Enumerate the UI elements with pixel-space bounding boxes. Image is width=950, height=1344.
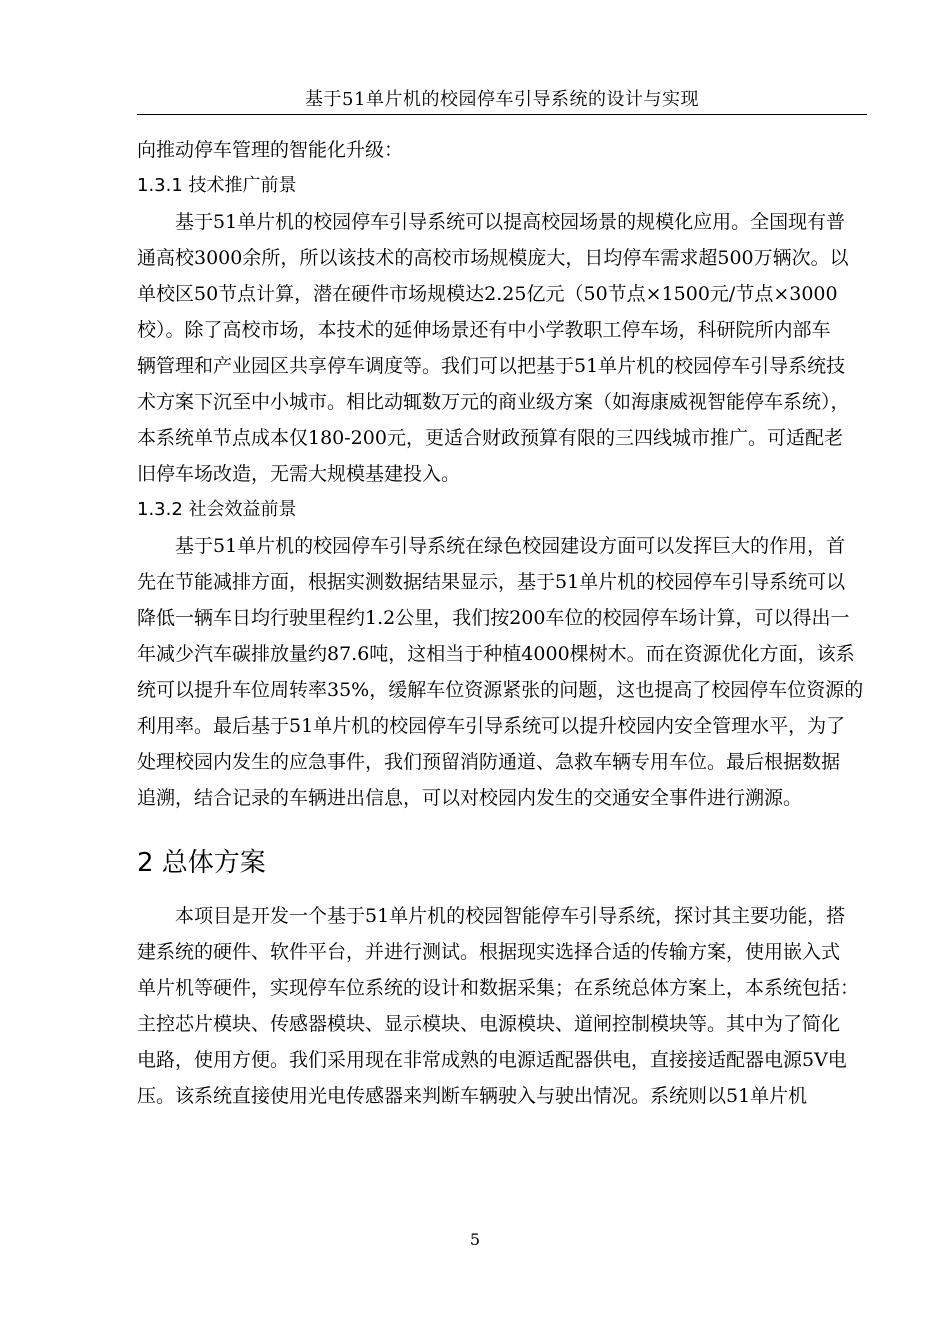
paragraph-line: 主控芯片模块、传感器模块、显示模块、电源模块、道闸控制模块等。其中为了简化: [137, 1013, 841, 1035]
page-number: 5: [469, 1230, 481, 1249]
paragraph-line: 术方案下沉至中小城市。相比动辄数万元的商业级方案（如海康威视智能停车系统），: [137, 391, 850, 413]
paragraph-tech-promotion: [137, 204, 867, 492]
paragraph-line: 先在节能减排方面，根据实测数据结果显示，基于51单片机的校园停车引导系统可以: [137, 571, 846, 593]
paragraph-line: 校）。除了高校市场，本技术的延伸场景还有中小学教职工停车场，科研院所内部车: [137, 319, 831, 341]
paragraph-line: 处理校园内发生的应急事件，我们预留消防通道、急救车辆专用车位。最后根据数据: [137, 751, 841, 773]
section-heading-1-3-1: 1.3.1 技术推广前景: [137, 175, 297, 196]
paragraph-line: 单片机等硬件，实现停车位系统的设计和数据采集；在系统总体方案上，本系统包括：: [137, 977, 860, 999]
paragraph-line: 利用率。最后基于51单片机的校园停车引导系统可以提升校园内安全管理水平，为了: [137, 715, 846, 737]
paragraph-line: 基于51单片机的校园停车引导系统可以提高校园场景的规模化应用。全国现有普: [175, 211, 846, 233]
intro-line: 向推动停车管理的智能化升级：: [137, 139, 404, 161]
paragraph-line: 本系统单节点成本仅180-200元，更适合财政预算有限的三四线城市推广。可适配老: [137, 427, 843, 449]
paragraph-line: 电路，使用方便。我们采用现在非常成熟的电源适配器供电，直接接适配器电源5V电: [137, 1049, 847, 1071]
paragraph-line: 通高校3000余所，所以该技术的高校市场规模庞大，日均停车需求超500万辆次。以: [137, 247, 849, 269]
paragraph-line: 降低一辆车日均行驶里程约1.2公里，我们按200车位的校园停车场计算，可以得出一: [137, 607, 850, 629]
running-header: 基于51单片机的校园停车引导系统的设计与实现: [305, 89, 699, 110]
paragraph-line: 辆管理和产业园区共享停车调度等。我们可以把基于51单片机的校园停车引导系统技: [137, 355, 846, 377]
paragraph-overall-plan: [137, 898, 867, 1114]
paragraph-line: 压。该系统直接使用光电传感器来判断车辆驶入与驶出情况。系统则以51单片机: [137, 1085, 808, 1107]
paragraph-social-benefit: [137, 528, 867, 816]
paragraph-line: 本项目是开发一个基于51单片机的校园智能停车引导系统，探讨其主要功能，搭: [175, 905, 846, 927]
paragraph-line: 旧停车场改造，无需大规模基建投入。: [137, 463, 461, 485]
header-rule: [137, 114, 867, 115]
paragraph-line: 单校区50节点计算，潜在硬件市场规模达2.25亿元（50节点×1500元/节点×3000: [137, 283, 838, 305]
paragraph-line: 统可以提升车位周转率35%，缓解车位资源紧张的问题，这也提高了校园停车位资源的: [137, 679, 864, 701]
paragraph-line: 基于51单片机的校园停车引导系统在绿色校园建设方面可以发挥巨大的作用，首: [175, 535, 846, 557]
paragraph-line: 年减少汽车碳排放量约87.6吨，这相当于种植4000棵树木。而在资源优化方面，该系: [137, 643, 855, 665]
page-content: [137, 132, 867, 1114]
paragraph-line: 追溯，结合记录的车辆进出信息，可以对校园内发生的交通安全事件进行溯源。: [137, 787, 803, 809]
section-heading-1-3-2: 1.3.2 社会效益前景: [137, 499, 297, 520]
paragraph-line: 建系统的硬件、软件平台，并进行测试。根据现实选择合适的传输方案，使用嵌入式: [137, 941, 841, 963]
chapter-heading-2: 2 总体方案: [137, 848, 266, 878]
